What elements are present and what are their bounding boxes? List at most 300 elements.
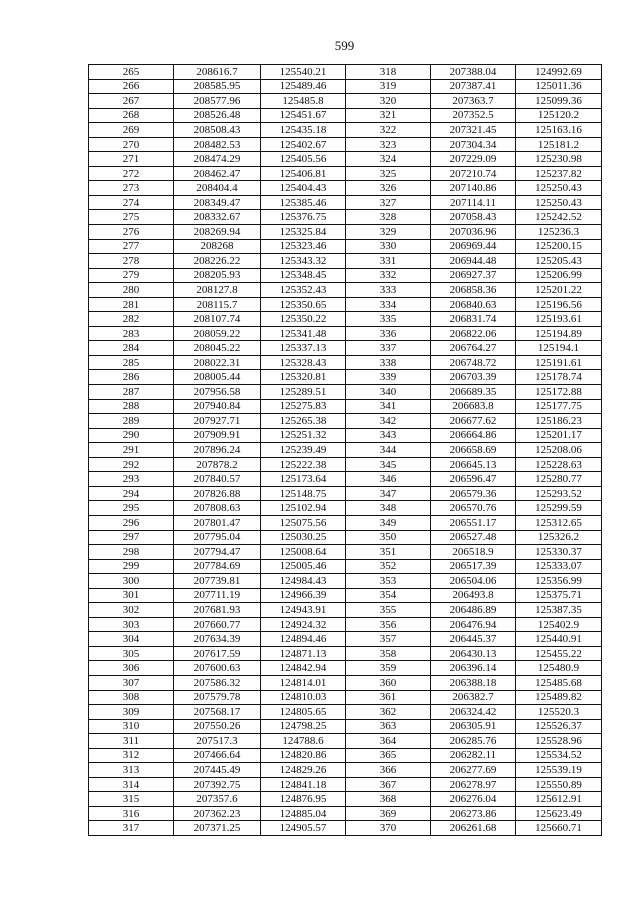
x-coordinate-cell: 207660.77 xyxy=(174,617,261,632)
table-row xyxy=(89,763,602,778)
x-coordinate-cell: 207114.11 xyxy=(431,195,516,210)
y-coordinate-cell: 125178.74 xyxy=(516,370,602,385)
y-coordinate-cell: 125526.37 xyxy=(516,719,602,734)
x-coordinate-cell: 207681.93 xyxy=(174,603,261,618)
point-number-cell: 289 xyxy=(89,414,174,429)
y-coordinate-cell: 125181.2 xyxy=(516,137,602,152)
point-number-cell: 340 xyxy=(346,385,431,400)
x-coordinate-cell: 208616.7 xyxy=(174,65,261,80)
point-number-cell: 280 xyxy=(89,283,174,298)
y-coordinate-cell: 124810.03 xyxy=(261,690,346,705)
y-coordinate-cell: 125451.67 xyxy=(261,108,346,123)
y-coordinate-cell: 125341.48 xyxy=(261,326,346,341)
y-coordinate-cell: 125660.71 xyxy=(516,821,602,836)
table-row xyxy=(89,617,602,632)
page-number: 599 xyxy=(334,38,355,53)
table-row xyxy=(89,748,602,763)
point-number-cell: 363 xyxy=(346,719,431,734)
x-coordinate-cell: 207956.58 xyxy=(174,385,261,400)
table-row xyxy=(89,719,602,734)
table-row xyxy=(89,370,602,385)
x-coordinate-cell: 207634.39 xyxy=(174,632,261,647)
point-number-cell: 282 xyxy=(89,312,174,327)
table-row xyxy=(89,806,602,821)
x-coordinate-cell: 207711.19 xyxy=(174,588,261,603)
y-coordinate-cell: 125528.96 xyxy=(516,734,602,749)
x-coordinate-cell: 208268 xyxy=(174,239,261,254)
y-coordinate-cell: 125120.2 xyxy=(516,108,602,123)
point-number-cell: 360 xyxy=(346,675,431,690)
point-number-cell: 339 xyxy=(346,370,431,385)
y-coordinate-cell: 125348.45 xyxy=(261,268,346,283)
x-coordinate-cell: 206764.27 xyxy=(431,341,516,356)
y-coordinate-cell: 124943.91 xyxy=(261,603,346,618)
x-coordinate-cell: 208482.53 xyxy=(174,137,261,152)
x-coordinate-cell: 207517.3 xyxy=(174,734,261,749)
point-number-cell: 265 xyxy=(89,65,174,80)
point-number-cell: 327 xyxy=(346,195,431,210)
x-coordinate-cell: 207363.7 xyxy=(431,94,516,109)
y-coordinate-cell: 125177.75 xyxy=(516,399,602,414)
table-row xyxy=(89,108,602,123)
x-coordinate-cell: 206689.35 xyxy=(431,385,516,400)
y-coordinate-cell: 125480.9 xyxy=(516,661,602,676)
x-coordinate-cell: 208526.48 xyxy=(174,108,261,123)
y-coordinate-cell: 125275.83 xyxy=(261,399,346,414)
point-number-cell: 358 xyxy=(346,646,431,661)
y-coordinate-cell: 125191.61 xyxy=(516,355,602,370)
y-coordinate-cell: 124820.86 xyxy=(261,748,346,763)
point-number-cell: 322 xyxy=(346,123,431,138)
y-coordinate-cell: 125489.46 xyxy=(261,79,346,94)
x-coordinate-cell: 206677.62 xyxy=(431,414,516,429)
x-coordinate-cell: 206285.76 xyxy=(431,734,516,749)
x-coordinate-cell: 208585.95 xyxy=(174,79,261,94)
point-number-cell: 349 xyxy=(346,515,431,530)
x-coordinate-cell: 207466.64 xyxy=(174,748,261,763)
point-number-cell: 341 xyxy=(346,399,431,414)
point-number-cell: 325 xyxy=(346,166,431,181)
x-coordinate-cell: 207586.32 xyxy=(174,675,261,690)
table-row xyxy=(89,734,602,749)
y-coordinate-cell: 125194.89 xyxy=(516,326,602,341)
y-coordinate-cell: 125550.89 xyxy=(516,777,602,792)
x-coordinate-cell: 207840.57 xyxy=(174,472,261,487)
coordinates-table xyxy=(88,64,602,836)
point-number-cell: 298 xyxy=(89,545,174,560)
x-coordinate-cell: 208474.29 xyxy=(174,152,261,167)
table-row xyxy=(89,428,602,443)
point-number-cell: 365 xyxy=(346,748,431,763)
point-number-cell: 293 xyxy=(89,472,174,487)
table-row xyxy=(89,195,602,210)
point-number-cell: 337 xyxy=(346,341,431,356)
y-coordinate-cell: 125337.13 xyxy=(261,341,346,356)
y-coordinate-cell: 124798.25 xyxy=(261,719,346,734)
point-number-cell: 314 xyxy=(89,777,174,792)
y-coordinate-cell: 125206.99 xyxy=(516,268,602,283)
point-number-cell: 351 xyxy=(346,545,431,560)
x-coordinate-cell: 207362.23 xyxy=(174,806,261,821)
table-row xyxy=(89,297,602,312)
point-number-cell: 273 xyxy=(89,181,174,196)
y-coordinate-cell: 125208.06 xyxy=(516,443,602,458)
x-coordinate-cell: 206551.17 xyxy=(431,515,516,530)
x-coordinate-cell: 207940.84 xyxy=(174,399,261,414)
x-coordinate-cell: 208059.22 xyxy=(174,326,261,341)
point-number-cell: 352 xyxy=(346,559,431,574)
y-coordinate-cell: 124984.43 xyxy=(261,574,346,589)
y-coordinate-cell: 125194.1 xyxy=(516,341,602,356)
y-coordinate-cell: 125350.22 xyxy=(261,312,346,327)
point-number-cell: 328 xyxy=(346,210,431,225)
x-coordinate-cell: 208115.7 xyxy=(174,297,261,312)
x-coordinate-cell: 207210.74 xyxy=(431,166,516,181)
point-number-cell: 311 xyxy=(89,734,174,749)
x-coordinate-cell: 206476.94 xyxy=(431,617,516,632)
point-number-cell: 288 xyxy=(89,399,174,414)
table-row xyxy=(89,472,602,487)
table-row xyxy=(89,574,602,589)
x-coordinate-cell: 206278.97 xyxy=(431,777,516,792)
y-coordinate-cell: 124966.39 xyxy=(261,588,346,603)
table-row xyxy=(89,632,602,647)
point-number-cell: 303 xyxy=(89,617,174,632)
x-coordinate-cell: 206527.48 xyxy=(431,530,516,545)
point-number-cell: 324 xyxy=(346,152,431,167)
y-coordinate-cell: 125148.75 xyxy=(261,486,346,501)
y-coordinate-cell: 125250.43 xyxy=(516,181,602,196)
table-row xyxy=(89,821,602,836)
point-number-cell: 291 xyxy=(89,443,174,458)
table-row xyxy=(89,355,602,370)
y-coordinate-cell: 125612.91 xyxy=(516,792,602,807)
y-coordinate-cell: 125005.46 xyxy=(261,559,346,574)
y-coordinate-cell: 125196.56 xyxy=(516,297,602,312)
point-number-cell: 338 xyxy=(346,355,431,370)
table-row xyxy=(89,268,602,283)
table-row xyxy=(89,399,602,414)
x-coordinate-cell: 206324.42 xyxy=(431,705,516,720)
table-row xyxy=(89,225,602,240)
x-coordinate-cell: 208349.47 xyxy=(174,195,261,210)
point-number-cell: 330 xyxy=(346,239,431,254)
point-number-cell: 295 xyxy=(89,501,174,516)
y-coordinate-cell: 125201.17 xyxy=(516,428,602,443)
table-row xyxy=(89,94,602,109)
x-coordinate-cell: 208045.22 xyxy=(174,341,261,356)
x-coordinate-cell: 207617.59 xyxy=(174,646,261,661)
y-coordinate-cell: 125222.38 xyxy=(261,457,346,472)
point-number-cell: 319 xyxy=(346,79,431,94)
table-row xyxy=(89,675,602,690)
y-coordinate-cell: 125201.22 xyxy=(516,283,602,298)
x-coordinate-cell: 206396.14 xyxy=(431,661,516,676)
x-coordinate-cell: 207801.47 xyxy=(174,515,261,530)
y-coordinate-cell: 124894.46 xyxy=(261,632,346,647)
table-row xyxy=(89,79,602,94)
x-coordinate-cell: 207392.75 xyxy=(174,777,261,792)
table-row xyxy=(89,283,602,298)
point-number-cell: 367 xyxy=(346,777,431,792)
y-coordinate-cell: 125099.36 xyxy=(516,94,602,109)
point-number-cell: 274 xyxy=(89,195,174,210)
point-number-cell: 292 xyxy=(89,457,174,472)
point-number-cell: 284 xyxy=(89,341,174,356)
y-coordinate-cell: 125435.18 xyxy=(261,123,346,138)
x-coordinate-cell: 208226.22 xyxy=(174,254,261,269)
y-coordinate-cell: 125489.82 xyxy=(516,690,602,705)
x-coordinate-cell: 208577.96 xyxy=(174,94,261,109)
table-row xyxy=(89,254,602,269)
point-number-cell: 275 xyxy=(89,210,174,225)
x-coordinate-cell: 208332.67 xyxy=(174,210,261,225)
y-coordinate-cell: 125326.2 xyxy=(516,530,602,545)
table-row xyxy=(89,312,602,327)
x-coordinate-cell: 206518.9 xyxy=(431,545,516,560)
point-number-cell: 269 xyxy=(89,123,174,138)
point-number-cell: 279 xyxy=(89,268,174,283)
point-number-cell: 299 xyxy=(89,559,174,574)
x-coordinate-cell: 207371.25 xyxy=(174,821,261,836)
y-coordinate-cell: 125323.46 xyxy=(261,239,346,254)
y-coordinate-cell: 125328.43 xyxy=(261,355,346,370)
y-coordinate-cell: 125330.37 xyxy=(516,545,602,560)
x-coordinate-cell: 208404.4 xyxy=(174,181,261,196)
point-number-cell: 334 xyxy=(346,297,431,312)
point-number-cell: 342 xyxy=(346,414,431,429)
y-coordinate-cell: 125163.16 xyxy=(516,123,602,138)
point-number-cell: 266 xyxy=(89,79,174,94)
point-number-cell: 281 xyxy=(89,297,174,312)
x-coordinate-cell: 207229.09 xyxy=(431,152,516,167)
x-coordinate-cell: 208127.8 xyxy=(174,283,261,298)
point-number-cell: 318 xyxy=(346,65,431,80)
x-coordinate-cell: 207909.91 xyxy=(174,428,261,443)
x-coordinate-cell: 207058.43 xyxy=(431,210,516,225)
point-number-cell: 268 xyxy=(89,108,174,123)
y-coordinate-cell: 125404.43 xyxy=(261,181,346,196)
x-coordinate-cell: 207600.63 xyxy=(174,661,261,676)
x-coordinate-cell: 206831.74 xyxy=(431,312,516,327)
x-coordinate-cell: 206277.69 xyxy=(431,763,516,778)
point-number-cell: 310 xyxy=(89,719,174,734)
y-coordinate-cell: 125239.49 xyxy=(261,443,346,458)
point-number-cell: 368 xyxy=(346,792,431,807)
y-coordinate-cell: 125385.46 xyxy=(261,195,346,210)
y-coordinate-cell: 125406.81 xyxy=(261,166,346,181)
x-coordinate-cell: 208462.47 xyxy=(174,166,261,181)
y-coordinate-cell: 125375.71 xyxy=(516,588,602,603)
x-coordinate-cell: 207826.88 xyxy=(174,486,261,501)
y-coordinate-cell: 124871.13 xyxy=(261,646,346,661)
table-row xyxy=(89,588,602,603)
x-coordinate-cell: 206658.69 xyxy=(431,443,516,458)
table-row xyxy=(89,65,602,80)
x-coordinate-cell: 207140.86 xyxy=(431,181,516,196)
y-coordinate-cell: 125333.07 xyxy=(516,559,602,574)
point-number-cell: 336 xyxy=(346,326,431,341)
point-number-cell: 362 xyxy=(346,705,431,720)
table-row xyxy=(89,690,602,705)
x-coordinate-cell: 207794.47 xyxy=(174,545,261,560)
y-coordinate-cell: 125299.59 xyxy=(516,501,602,516)
point-number-cell: 283 xyxy=(89,326,174,341)
y-coordinate-cell: 124814.01 xyxy=(261,675,346,690)
x-coordinate-cell: 206570.76 xyxy=(431,501,516,516)
point-number-cell: 316 xyxy=(89,806,174,821)
y-coordinate-cell: 125539.19 xyxy=(516,763,602,778)
y-coordinate-cell: 125205.43 xyxy=(516,254,602,269)
y-coordinate-cell: 125173.64 xyxy=(261,472,346,487)
x-coordinate-cell: 207445.49 xyxy=(174,763,261,778)
point-number-cell: 350 xyxy=(346,530,431,545)
y-coordinate-cell: 125236.3 xyxy=(516,225,602,240)
point-number-cell: 348 xyxy=(346,501,431,516)
y-coordinate-cell: 125534.52 xyxy=(516,748,602,763)
x-coordinate-cell: 207387.41 xyxy=(431,79,516,94)
y-coordinate-cell: 125102.94 xyxy=(261,501,346,516)
table-row xyxy=(89,152,602,167)
table-row xyxy=(89,559,602,574)
x-coordinate-cell: 207927.71 xyxy=(174,414,261,429)
x-coordinate-cell: 207388.04 xyxy=(431,65,516,80)
table-row xyxy=(89,777,602,792)
point-number-cell: 369 xyxy=(346,806,431,821)
x-coordinate-cell: 208005.44 xyxy=(174,370,261,385)
point-number-cell: 355 xyxy=(346,603,431,618)
y-coordinate-cell: 125293.52 xyxy=(516,486,602,501)
x-coordinate-cell: 206645.13 xyxy=(431,457,516,472)
x-coordinate-cell: 208269.94 xyxy=(174,225,261,240)
point-number-cell: 366 xyxy=(346,763,431,778)
point-number-cell: 321 xyxy=(346,108,431,123)
table-row xyxy=(89,166,602,181)
point-number-cell: 320 xyxy=(346,94,431,109)
point-number-cell: 309 xyxy=(89,705,174,720)
point-number-cell: 302 xyxy=(89,603,174,618)
x-coordinate-cell: 206517.39 xyxy=(431,559,516,574)
point-number-cell: 333 xyxy=(346,283,431,298)
x-coordinate-cell: 207896.24 xyxy=(174,443,261,458)
y-coordinate-cell: 125325.84 xyxy=(261,225,346,240)
y-coordinate-cell: 124924.32 xyxy=(261,617,346,632)
y-coordinate-cell: 125320.81 xyxy=(261,370,346,385)
point-number-cell: 296 xyxy=(89,515,174,530)
y-coordinate-cell: 125242.52 xyxy=(516,210,602,225)
table-row xyxy=(89,457,602,472)
x-coordinate-cell: 207550.26 xyxy=(174,719,261,734)
x-coordinate-cell: 208205.93 xyxy=(174,268,261,283)
table-row xyxy=(89,341,602,356)
x-coordinate-cell: 206282.11 xyxy=(431,748,516,763)
point-number-cell: 267 xyxy=(89,94,174,109)
x-coordinate-cell: 206493.8 xyxy=(431,588,516,603)
y-coordinate-cell: 125350.65 xyxy=(261,297,346,312)
table-row xyxy=(89,210,602,225)
y-coordinate-cell: 125455.22 xyxy=(516,646,602,661)
x-coordinate-cell: 207878.2 xyxy=(174,457,261,472)
x-coordinate-cell: 206596.47 xyxy=(431,472,516,487)
point-number-cell: 304 xyxy=(89,632,174,647)
point-number-cell: 297 xyxy=(89,530,174,545)
table-row xyxy=(89,239,602,254)
point-number-cell: 286 xyxy=(89,370,174,385)
y-coordinate-cell: 125440.91 xyxy=(516,632,602,647)
x-coordinate-cell: 206683.8 xyxy=(431,399,516,414)
point-number-cell: 354 xyxy=(346,588,431,603)
x-coordinate-cell: 208022.31 xyxy=(174,355,261,370)
x-coordinate-cell: 207352.5 xyxy=(431,108,516,123)
y-coordinate-cell: 124905.57 xyxy=(261,821,346,836)
y-coordinate-cell: 124841.18 xyxy=(261,777,346,792)
point-number-cell: 305 xyxy=(89,646,174,661)
table-row xyxy=(89,326,602,341)
point-number-cell: 370 xyxy=(346,821,431,836)
table-row xyxy=(89,515,602,530)
point-number-cell: 294 xyxy=(89,486,174,501)
x-coordinate-cell: 207808.63 xyxy=(174,501,261,516)
y-coordinate-cell: 125230.98 xyxy=(516,152,602,167)
y-coordinate-cell: 125075.56 xyxy=(261,515,346,530)
point-number-cell: 344 xyxy=(346,443,431,458)
point-number-cell: 276 xyxy=(89,225,174,240)
y-coordinate-cell: 125402.67 xyxy=(261,137,346,152)
coordinates-table-body xyxy=(89,65,602,836)
point-number-cell: 271 xyxy=(89,152,174,167)
x-coordinate-cell: 206430.13 xyxy=(431,646,516,661)
x-coordinate-cell: 207739.81 xyxy=(174,574,261,589)
table-row xyxy=(89,661,602,676)
y-coordinate-cell: 125540.21 xyxy=(261,65,346,80)
y-coordinate-cell: 124885.04 xyxy=(261,806,346,821)
x-coordinate-cell: 206664.86 xyxy=(431,428,516,443)
point-number-cell: 300 xyxy=(89,574,174,589)
table-row xyxy=(89,545,602,560)
x-coordinate-cell: 206840.63 xyxy=(431,297,516,312)
point-number-cell: 356 xyxy=(346,617,431,632)
point-number-cell: 285 xyxy=(89,355,174,370)
point-number-cell: 353 xyxy=(346,574,431,589)
point-number-cell: 346 xyxy=(346,472,431,487)
x-coordinate-cell: 206445.37 xyxy=(431,632,516,647)
y-coordinate-cell: 124876.95 xyxy=(261,792,346,807)
x-coordinate-cell: 206382.7 xyxy=(431,690,516,705)
x-coordinate-cell: 206703.39 xyxy=(431,370,516,385)
point-number-cell: 332 xyxy=(346,268,431,283)
point-number-cell: 301 xyxy=(89,588,174,603)
x-coordinate-cell: 207784.69 xyxy=(174,559,261,574)
point-number-cell: 329 xyxy=(346,225,431,240)
table-row xyxy=(89,530,602,545)
x-coordinate-cell: 206822.06 xyxy=(431,326,516,341)
y-coordinate-cell: 125172.88 xyxy=(516,385,602,400)
y-coordinate-cell: 125402.9 xyxy=(516,617,602,632)
y-coordinate-cell: 125008.64 xyxy=(261,545,346,560)
point-number-cell: 312 xyxy=(89,748,174,763)
point-number-cell: 313 xyxy=(89,763,174,778)
point-number-cell: 345 xyxy=(346,457,431,472)
x-coordinate-cell: 206388.18 xyxy=(431,675,516,690)
table-row xyxy=(89,486,602,501)
x-coordinate-cell: 207795.04 xyxy=(174,530,261,545)
y-coordinate-cell: 125193.61 xyxy=(516,312,602,327)
point-number-cell: 272 xyxy=(89,166,174,181)
y-coordinate-cell: 125250.43 xyxy=(516,195,602,210)
y-coordinate-cell: 124842.94 xyxy=(261,661,346,676)
point-number-cell: 287 xyxy=(89,385,174,400)
table-row xyxy=(89,501,602,516)
